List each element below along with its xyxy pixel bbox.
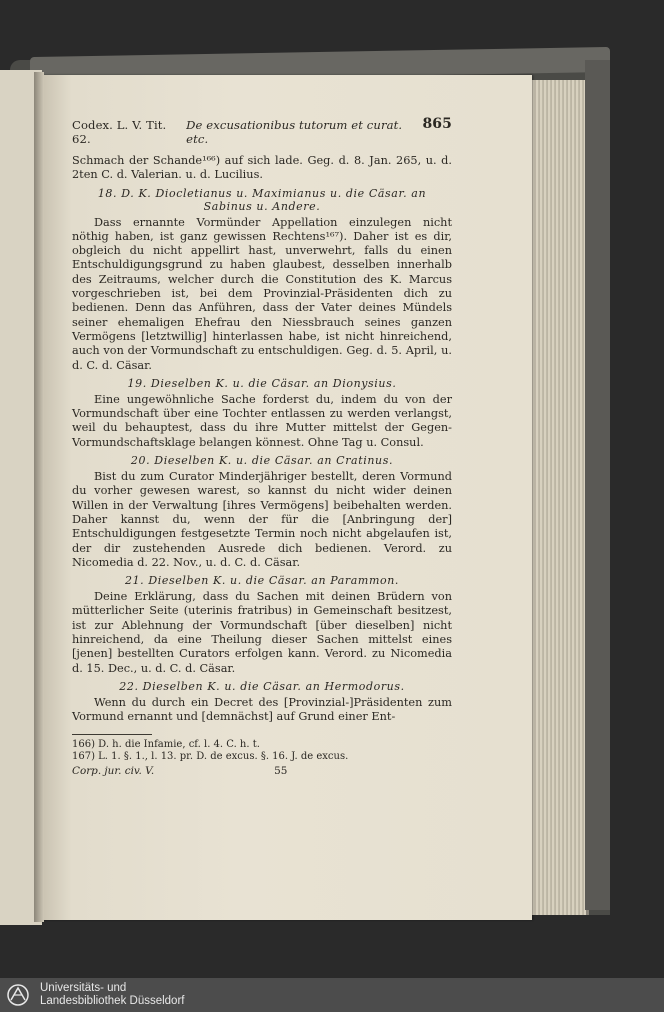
section-heading-18: 18. D. K. Diocletianus u. Maximianus u. die Cäsar. an Sabinus u. Andere.: [97, 186, 427, 213]
running-header: [72, 118, 452, 146]
section-heading-22: 22. Dieselben K. u. die Cäsar. an Hermodorus.: [119, 679, 405, 693]
page-fold-shadow: [34, 72, 44, 922]
library-name-line2: Landesbibliothek Düsseldorf: [40, 995, 185, 1007]
section-heading-21: 21. Dieselben K. u. die Cäsar. an Parammon.: [124, 574, 399, 588]
footnote-166: 166) D. h. die Infamie, cf. l. 4. C. h. t.: [72, 738, 260, 750]
signature-number: 55: [274, 764, 288, 777]
library-name: [40, 982, 184, 1008]
header-left: Codex. L. V. Tit. 62.: [72, 118, 167, 146]
library-footer: [0, 978, 664, 1012]
section-text-18: Dass ernannte Vormünder Appellation einzulegen nicht nöthig haben, ist ganz gewissen Rechtens¹⁶⁷). Daher ist es dir, obgleich du nicht appellirt hast, unverwehrt, falls du einen Entschuldigungsgrund zu haben glaubest, desselben innerhalb des Zeitraums, welcher durch die Constitution des K. Marcus vorgeschrieben ist, bei dem Provinzial-Präsidenten dich zu bedienen. Denn das Anführen, dass der Vater deines Mündels seiner ehemaligen Ehefrau den Niessbrauch seines ganzen Vermögens [letztwillig] hinterlassen habe, ist nicht hinreichend, auch von der Vormundschaft zu entschuldigen. Geg. d. 5. April, u. d. C. d. Cäsar.: [72, 215, 452, 372]
footnote-rule: [72, 734, 152, 735]
library-name-line1: Universitäts- und: [40, 982, 127, 994]
section-text-21: Deine Erklärung, dass du Sachen mit deinen Brüdern von mütterlicher Seite (uterinis fratribus) in Gemeinschaft besitzest, ist zur Ablehnung der Vormundschaft [über dieselben] nicht hinreichend, da eine Theilung dieser Sachen mittelst eines [jenen] bestellten Curators erfolgen kann. Verord. zu Nicomedia d. 15. Dec., u. d. C. d. Cäsar.: [72, 590, 452, 675]
signature-line: [72, 765, 452, 777]
signature-label: Corp. jur. civ. V.: [72, 764, 155, 777]
section-text-20: Bist du zum Curator Minderjähriger bestellt, deren Vormund du vorher gewesen warest, so kannst du nicht wider deinen Willen in der Verwaltung [ihres Vermögens] beibehalten werden. Daher kannst du, wenn der für die [Anbringung der] Entschuldigungen festgesetzte Termin noch nicht abgelaufen ist, der dir zustehenden Ausrede dich bedienen. Verord. zu Nicomedia d. 22. Nov., u. d. C. d. Cäsar.: [72, 470, 452, 569]
section-text-22: Wenn du durch ein Decret des [Provinzial-]Präsidenten zum Vormund ernannt und [demnächst] auf Grund einer Ent-: [72, 695, 452, 724]
page-text: [72, 118, 452, 777]
footnote-167: 167) L. 1. §. 1., l. 13. pr. D. de excus. §. 16. J. de excus.: [72, 751, 349, 762]
page-stack-edges: [528, 80, 589, 915]
page-number: 865: [422, 116, 452, 132]
header-title: De excusationibus tutorum et curat. etc.: [186, 118, 403, 146]
section-heading-20: 20. Dieselben K. u. die Cäsar. an Cratinus.: [130, 454, 394, 468]
section-heading-19: 19. Dieselben K. u. die Cäsar. an Dionysius.: [127, 376, 397, 390]
continuation-paragraph: Schmach der Schande¹⁶⁶) auf sich lade. Geg. d. 8. Jan. 265, u. d. 2ten C. d. Valerian. u. d. Lucilius.: [72, 154, 452, 182]
book-cover-right: [585, 60, 610, 910]
section-text-19: Eine ungewöhnliche Sache forderst du, indem du von der Vormundschaft über eine Tochter entlassen zu werden verlangst, weil du behauptest, dass du ihre Mutter mittelst der Gegen-Vormundschaftsklage belangen könnest. Ohne Tag u. Consul.: [72, 392, 452, 449]
library-logo-icon: [5, 983, 31, 1007]
